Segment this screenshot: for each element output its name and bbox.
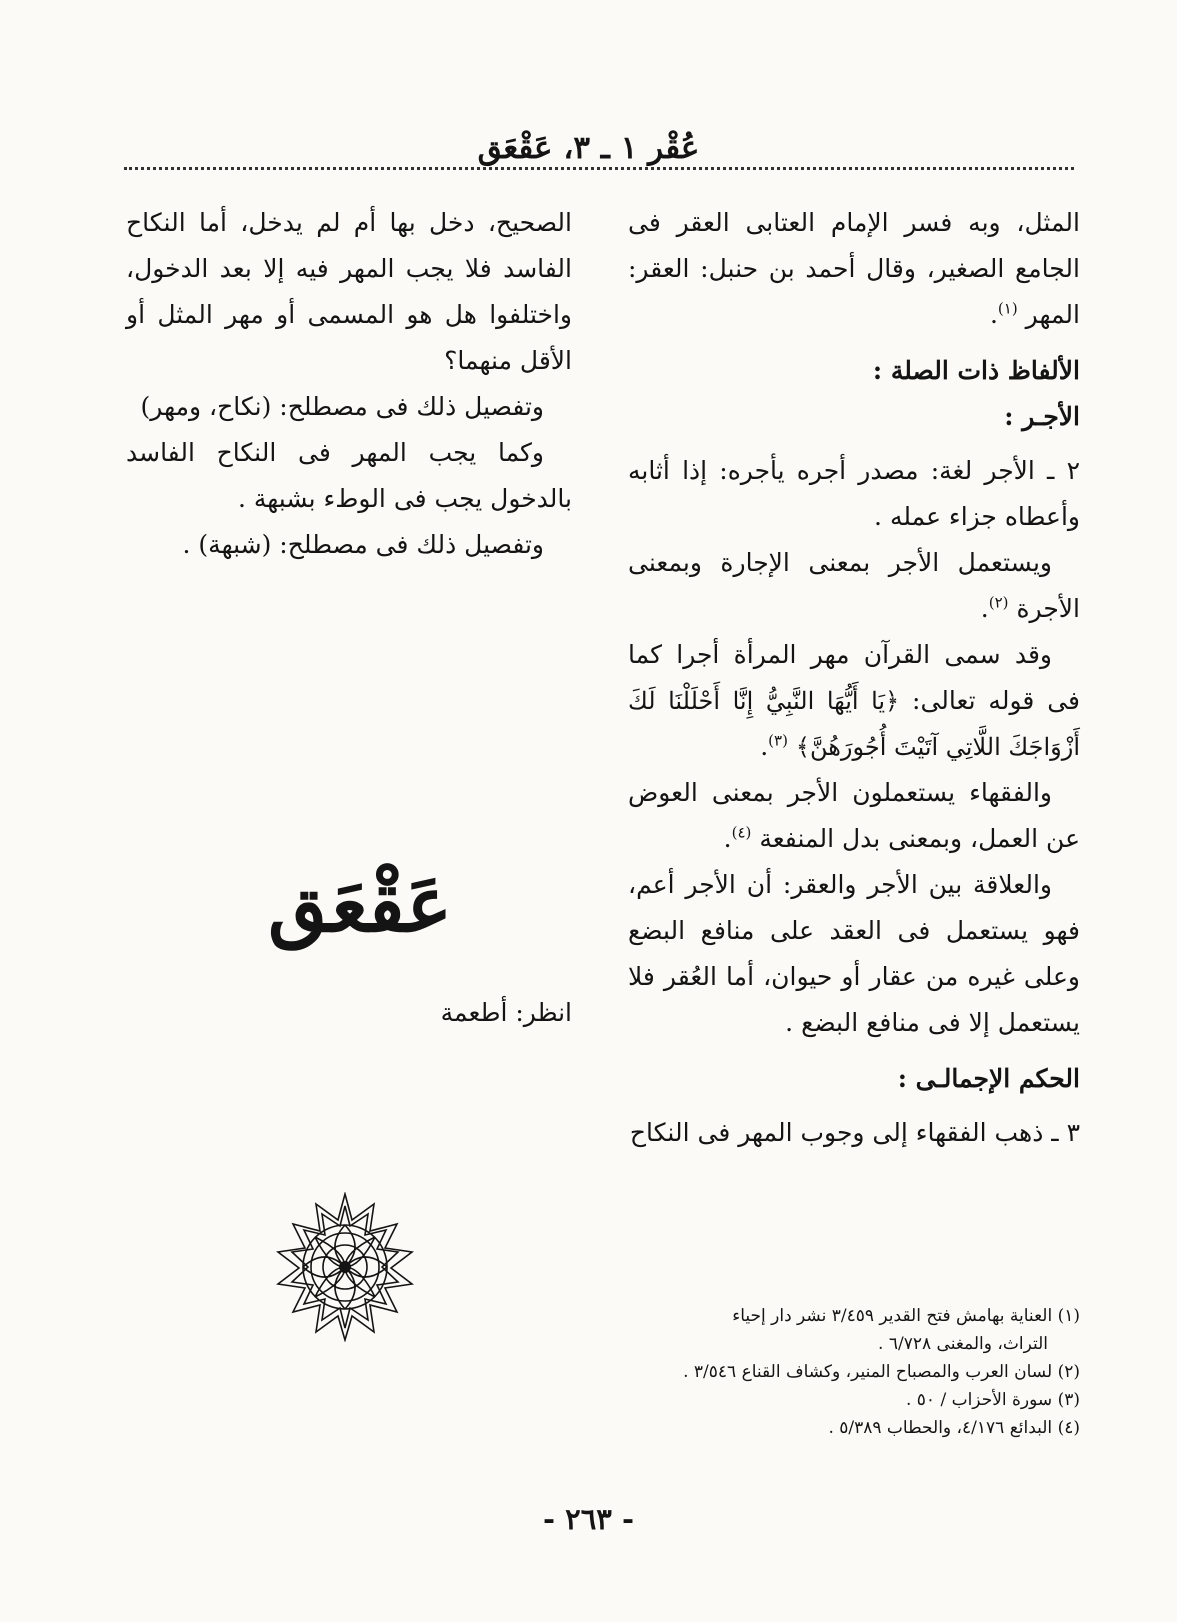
footnote-number: (٣) <box>1057 1390 1080 1410</box>
footnote-number: (٤) <box>1057 1418 1080 1438</box>
page-number: - ٢٦٣ - <box>542 1502 634 1536</box>
footnote <box>628 1358 1080 1386</box>
footnote <box>628 1386 1080 1414</box>
footnotes <box>628 1302 1080 1442</box>
paragraph <box>628 200 1080 338</box>
paragraph-text: والفقهاء يستعملون الأجر بمعنى العوض عن العمل، وبمعنى بدل المنفعة <box>628 778 1080 853</box>
footnote-ref: (٣) <box>768 731 788 750</box>
section-heading: الحكم الإجمالـى : <box>897 1064 1080 1093</box>
footnote-text: سورة الأحزاب / ٥٠ . <box>905 1390 1053 1410</box>
paragraph-end: . <box>989 300 998 329</box>
footnote-ref: (٤) <box>731 823 752 842</box>
footnote-text: البدائع ٤/١٧٦، والحطاب ٥/٣٨٩ . <box>828 1418 1053 1438</box>
entry-title: عَقْعَق <box>268 860 452 949</box>
paragraph <box>628 770 1080 862</box>
footnote-number: (١) <box>1057 1306 1080 1326</box>
quran-verse: ﴿يَا أَيُّهَا النَّبِيُّ إِنَّا أَحْلَلْنَا لَكَ أَزْوَاجَكَ اللَّاتِي آتَيْتَ أُجُورَهُنَّ﴾ <box>628 687 1080 761</box>
header-dotted-divider <box>124 167 1074 170</box>
footnote-continuation: التراث، والمغنى ٦/٧٢٨ . <box>878 1334 1048 1354</box>
footnote-text: العناية بهامش فتح القدير ٣/٤٥٩ نشر دار إحياء <box>732 1306 1053 1326</box>
paragraph <box>628 632 1080 770</box>
right-column <box>628 200 1080 1156</box>
paragraph-end: . <box>760 732 769 761</box>
paragraph: وتفصيل ذلك فى مصطلح: (شبهة) . <box>182 530 544 559</box>
paragraph-end: . <box>980 594 989 623</box>
ornament-svg <box>270 1192 420 1342</box>
paragraph-end: . <box>723 824 732 853</box>
subsection-heading: الأجـر : <box>1004 402 1080 431</box>
footnote-ref: (١) <box>997 299 1018 318</box>
footnote <box>628 1414 1080 1442</box>
page-header-title: عُقْر ١ ـ ٣، عَقْعَق <box>477 130 700 166</box>
see-also-reference: انظر: أطعمة <box>440 998 572 1027</box>
paragraph <box>628 540 1080 632</box>
paragraph: ٣ ـ ذهب الفقهاء إلى وجوب المهر فى النكاح <box>629 1118 1080 1147</box>
footnote-number: (٢) <box>1057 1362 1080 1382</box>
paragraph: ٢ ـ الأجر لغة: مصدر أجره يأجره: إذا أثابه وأعطاه جزاء عمله . <box>628 456 1080 531</box>
star-rosette-ornament-icon <box>270 1192 420 1342</box>
paragraph-text: المثل، وبه فسر الإمام العتابى العقر فى الجامع الصغير، وقال أحمد بن حنبل: العقر: المهر <box>628 208 1080 329</box>
paragraph-text: وقد سمى القرآن مهر المرأة أجرا كما فى قوله تعالى: <box>628 640 1080 715</box>
footnote-ref: (٢) <box>988 593 1009 612</box>
paragraph: الصحيح، دخل بها أم لم يدخل، أما النكاح الفاسد فلا يجب المهر فيه إلا بعد الدخول، واختلفوا هل هو المسمى أو مهر المثل أو الأقل منهما؟ <box>126 208 572 375</box>
paragraph-text: ويستعمل الأجر بمعنى الإجارة وبمعنى الأجرة <box>628 548 1080 623</box>
paragraph: وتفصيل ذلك فى مصطلح: (نكاح، ومهر) <box>140 392 544 421</box>
section-heading: الألفاظ ذات الصلة : <box>872 356 1080 385</box>
paragraph: والعلاقة بين الأجر والعقر: أن الأجر أعم، فهو يستعمل فى العقد على منافع البضع وعلى غيره من عقار أو حيوان، أما العُقر فلا يستعمل إلا فى منافع البضع . <box>628 870 1080 1037</box>
footnote <box>628 1302 1080 1330</box>
left-column <box>126 200 572 568</box>
paragraph: وكما يجب المهر فى النكاح الفاسد بالدخول يجب فى الوطء بشبهة . <box>126 438 572 513</box>
footnote-text: لسان العرب والمصباح المنير، وكشاف القناع ٣/٥٤٦ . <box>683 1362 1053 1382</box>
